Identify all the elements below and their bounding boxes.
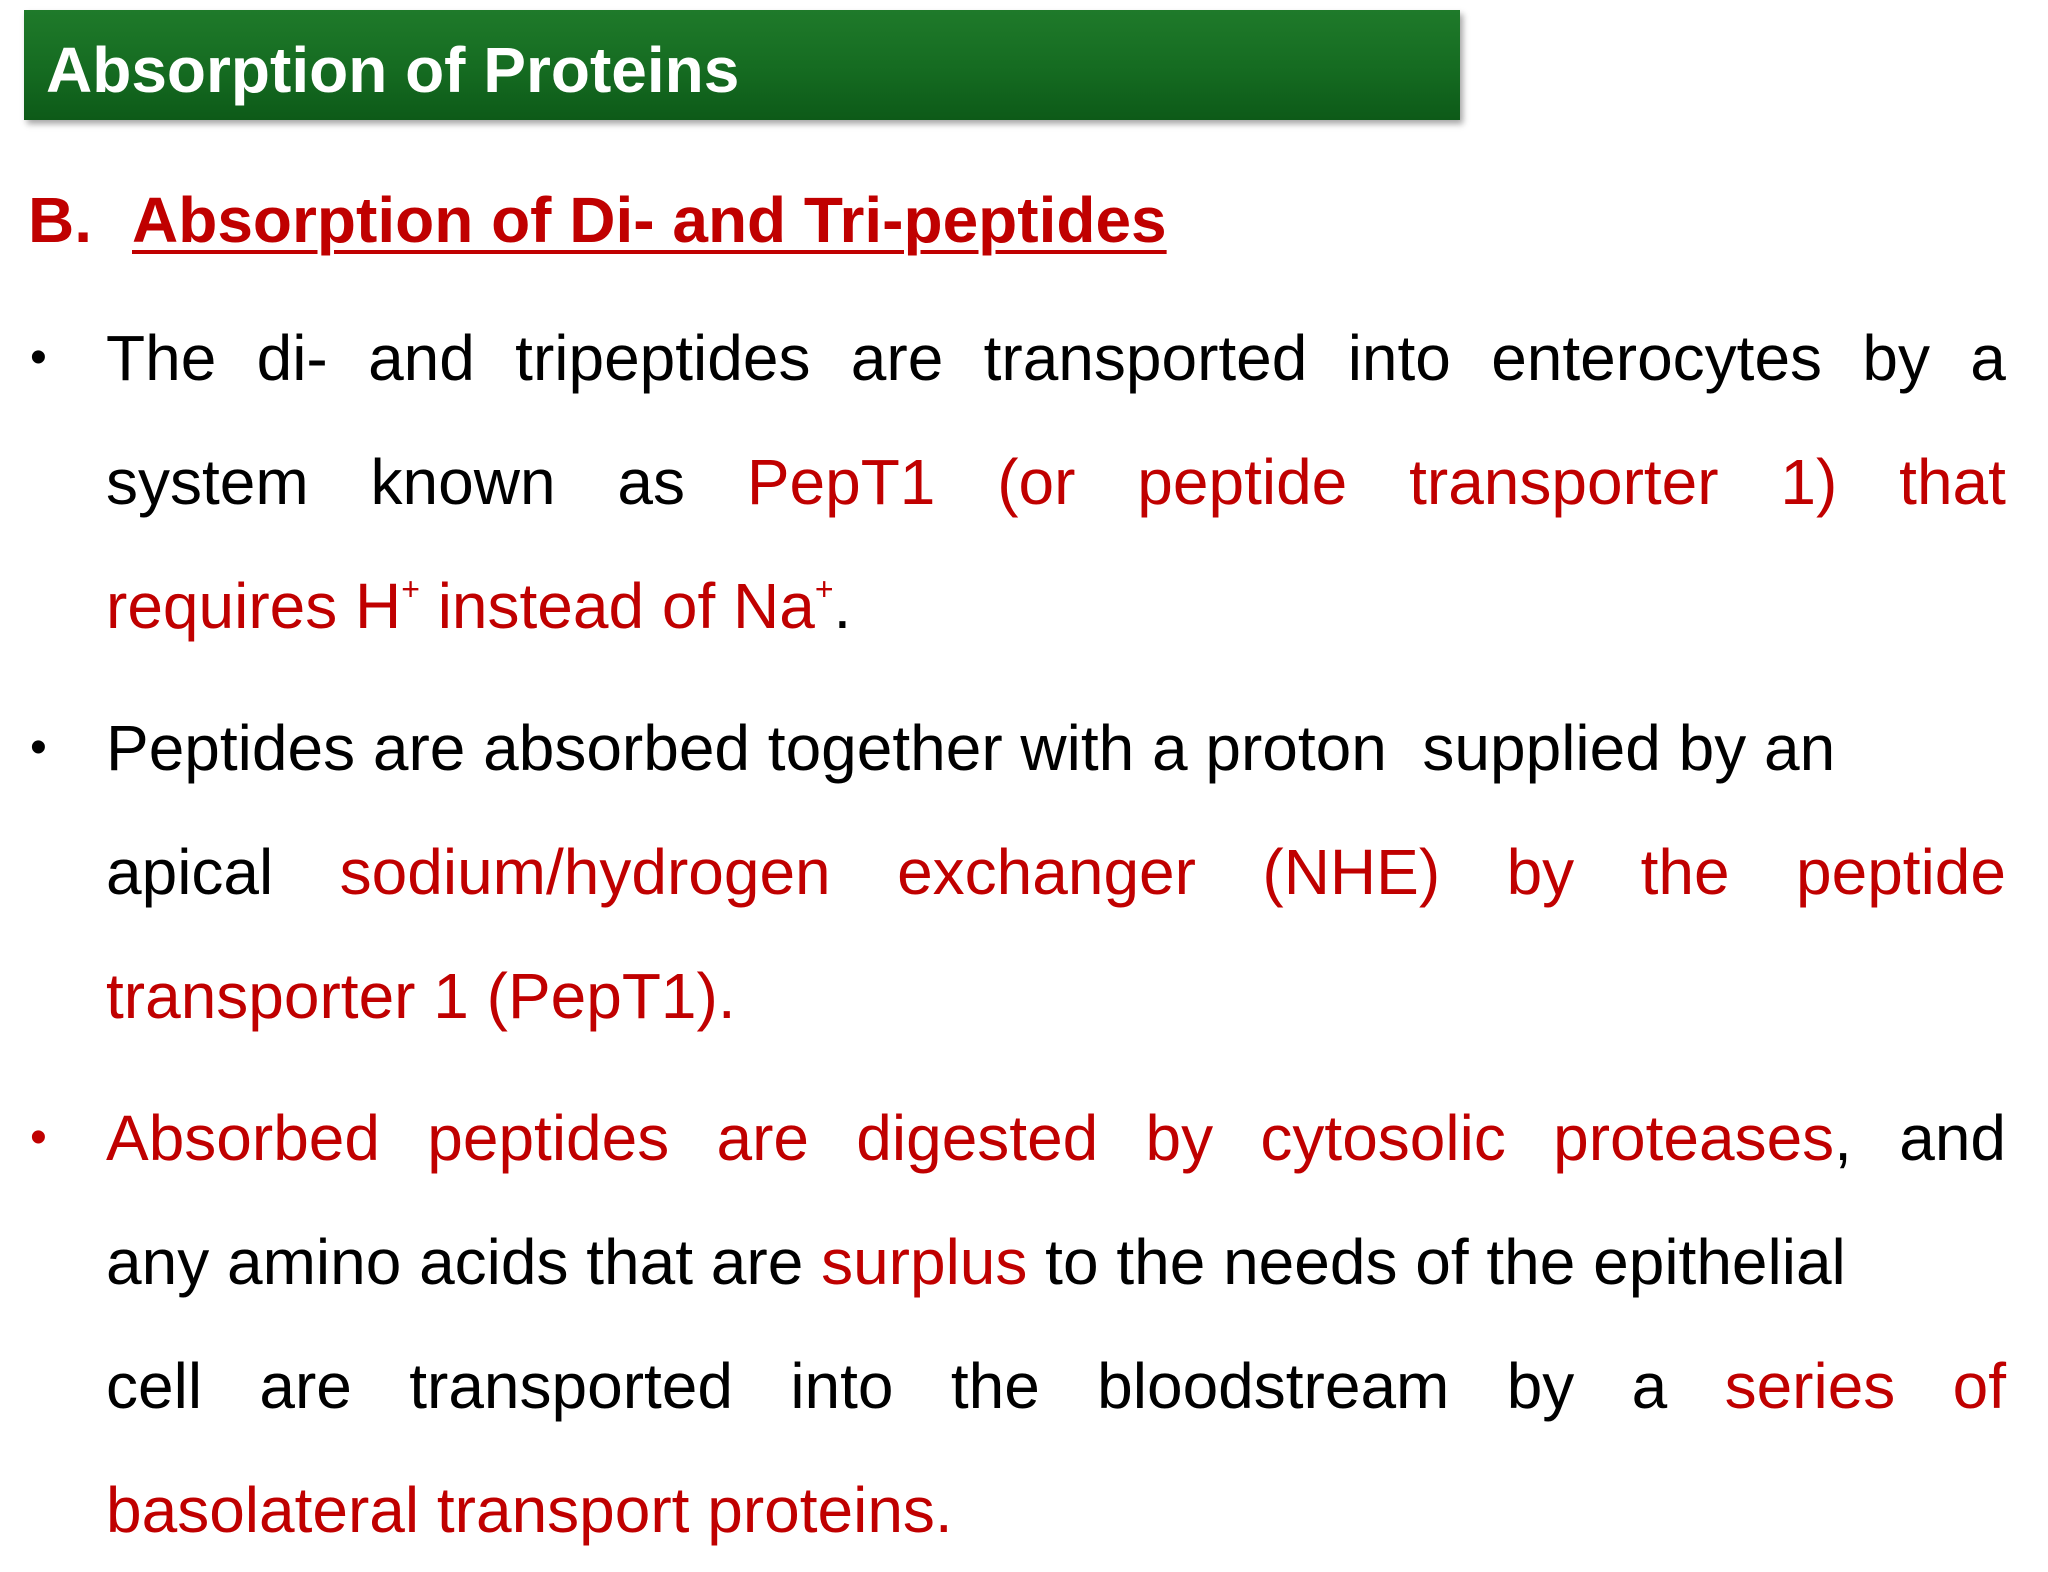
title-bar [24, 10, 1460, 120]
bullet-2-line-3: transporter 1 (PepT1). [106, 960, 736, 1032]
bullet-2-line-2: apical sodium/hydrogen exchanger (NHE) by the peptide [106, 836, 2006, 908]
bullet-2-line-1: Peptides are absorbed together with a proton supplied by an [106, 712, 1836, 784]
bullet-3-line-1: Absorbed peptides are digested by cytosolic proteases, and [106, 1102, 2006, 1174]
bullet-marker: • [30, 721, 47, 774]
section-letter: B. [28, 184, 92, 256]
bullet-marker: • [30, 1111, 47, 1164]
bullet-3-line-2: any amino acids that are surplus to the needs of the epithelial [106, 1226, 1846, 1298]
bullet-1-line-1: The di- and tripeptides are transported into enterocytes by a [106, 322, 2006, 394]
slide-title: Absorption of Proteins [46, 34, 740, 106]
bullet-marker: • [30, 331, 47, 384]
bullet-3-line-3: cell are transported into the bloodstream by a series of [106, 1350, 2006, 1422]
bullet-1-line-2: system known as PepT1 (or peptide transporter 1) that [106, 446, 2006, 518]
bullet-1-line-3: requires H+ instead of Na+. [106, 570, 852, 642]
section-heading-text: Absorption of Di- and Tri-peptides [132, 184, 1167, 256]
bullet-3-line-4: basolateral transport proteins. [106, 1474, 953, 1546]
section-heading [28, 180, 1167, 260]
